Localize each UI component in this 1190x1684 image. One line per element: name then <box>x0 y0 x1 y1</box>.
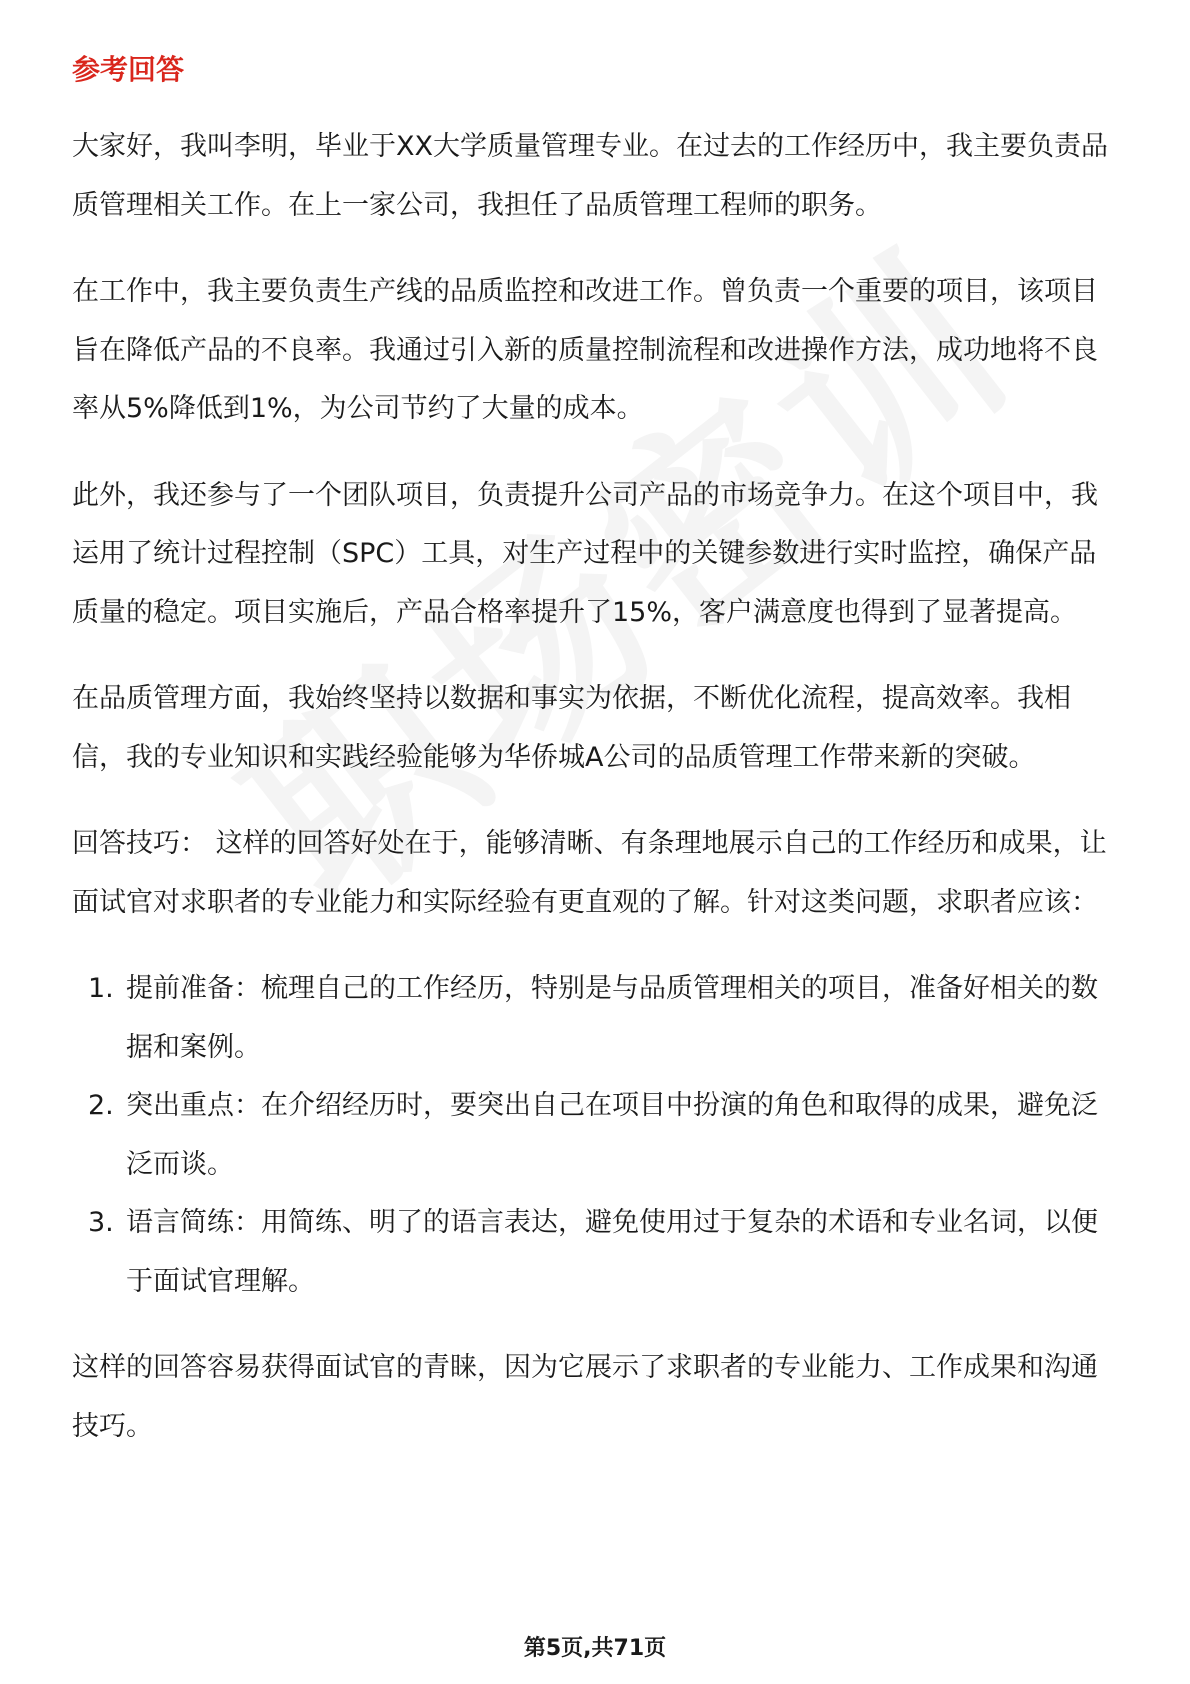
list-item-number: 3. <box>88 1207 114 1238</box>
philosophy-paragraph: 在品质管理方面，我始终坚持以数据和事实为依据，不断优化流程，提高效率。我相信，我的专业知识和实践经验能够为华侨城A公司的品质管理工作带来新的突破。 <box>72 683 1071 773</box>
section-heading: 参考回答 <box>72 53 185 86</box>
list-item-number: 1. <box>88 973 114 1004</box>
page-number-footer: 第5页,共71页 <box>523 1636 667 1661</box>
intro-paragraph: 大家好，我叫李明，毕业于XX大学质量管理专业。在过去的工作经历中，我主要负责品质管理相关工作。在上一家公司，我担任了品质管理工程师的职务。 <box>72 131 1108 221</box>
list-item-text: 突出重点：在介绍经历时，要突出自己在项目中扮演的角色和取得的成果，避免泛泛而谈。 <box>126 1090 1098 1180</box>
answer-content <box>72 118 1120 1484</box>
team-project-paragraph: 此外，我还参与了一个团队项目，负责提升公司产品的市场竞争力。在这个项目中，我运用了统计过程控制（SPC）工具，对生产过程中的关键参数进行实时监控，确保产品质量的稳定。项目实施后，产品合格率提升了15%，客户满意度也得到了显著提高。 <box>72 479 1098 628</box>
list-item <box>72 1077 1120 1194</box>
list-item <box>72 960 1120 1077</box>
list-item <box>72 1194 1120 1311</box>
tips-list <box>72 960 1120 1311</box>
list-item-text: 提前准备：梳理自己的工作经历，特别是与品质管理相关的项目，准备好相关的数据和案例。 <box>126 973 1098 1063</box>
closing-paragraph: 这样的回答容易获得面试官的青睐，因为它展示了求职者的专业能力、工作成果和沟通技巧。 <box>72 1352 1098 1442</box>
list-item-number: 2. <box>88 1090 114 1121</box>
work-paragraph: 在工作中，我主要负责生产线的品质监控和改进工作。曾负责一个重要的项目，该项目旨在降低产品的不良率。我通过引入新的质量控制流程和改进操作方法，成功地将不良率从5%降低到1%，为公司节约了大量的成本。 <box>72 276 1098 424</box>
list-item-text: 语言简练：用简练、明了的语言表达，避免使用过于复杂的术语和专业名词，以便于面试官理解。 <box>126 1207 1098 1297</box>
tips-intro-paragraph: 回答技巧： 这样的回答好处在于，能够清晰、有条理地展示自己的工作经历和成果，让面试官对求职者的专业能力和实际经验有更直观的了解。针对这类问题，求职者应该： <box>72 828 1107 918</box>
